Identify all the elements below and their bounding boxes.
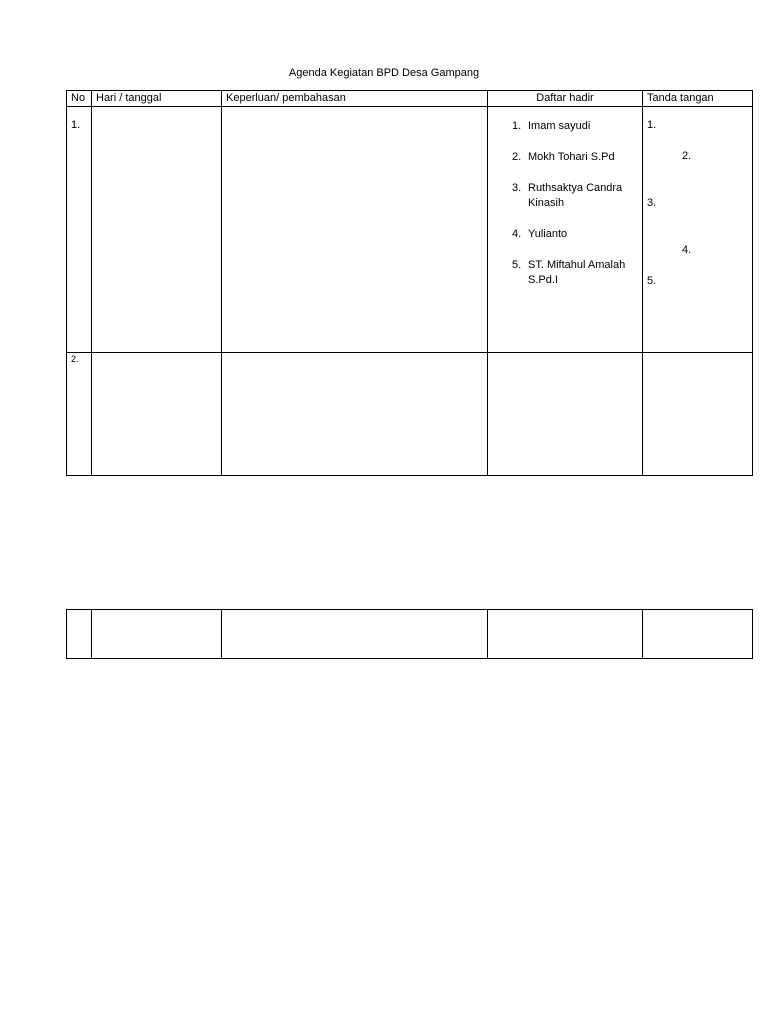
hari-tanggal-cell [92,353,222,476]
signature-number: 4. [682,244,692,256]
empty-cell [92,610,222,659]
row-number: 1. [67,107,92,353]
attendance-list-cell [488,107,643,353]
document-title: Agenda Kegiatan BPD Desa Gampang [288,67,480,79]
header-no: No [67,91,92,107]
empty-cell [222,610,488,659]
list-item: 3. Ruthsaktya Candra Kinasih [512,182,623,209]
attendance-list-cell [488,353,643,476]
table-row [67,353,753,476]
row-number: 2. [67,353,92,476]
signature-number: 5. [647,275,657,287]
empty-cell [643,610,753,659]
attendee-name: Mokh Tohari S.Pd [528,151,615,163]
empty-table [66,609,753,659]
attendee-name: ST. Miftahul Amalah S.Pd.I [528,259,626,286]
empty-cell [488,610,643,659]
table-header-row [67,91,753,107]
keperluan-cell [222,353,488,476]
signature-cell[interactable] [643,353,753,476]
attendee-name: Imam sayudi [528,120,591,132]
list-item: 2. Mokh Tohari S.Pd [512,151,615,163]
list-item: 1. Imam sayudi [512,120,591,132]
empty-cell [67,610,92,659]
table-row [67,610,753,659]
attendance-list [492,119,638,288]
agenda-table [66,90,753,476]
table-row [67,107,753,353]
header-daftar-hadir: Daftar hadir [488,91,643,107]
header-hari-tanggal: Hari / tanggal [92,91,222,107]
attendee-name: Ruthsaktya Candra Kinasih [528,182,623,209]
keperluan-cell [222,107,488,353]
signature-cell[interactable] [643,107,753,353]
signature-number: 2. [682,150,692,162]
attendee-name: Yulianto [528,228,568,240]
list-item: 4. Yulianto [512,228,568,240]
hari-tanggal-cell [92,107,222,353]
header-tanda-tangan: Tanda tangan [643,91,753,107]
signature-number: 1. [647,119,657,131]
list-item: 5. ST. Miftahul Amalah S.Pd.I [512,259,626,286]
header-keperluan: Keperluan/ pembahasan [222,91,488,107]
signature-number: 3. [647,197,657,209]
